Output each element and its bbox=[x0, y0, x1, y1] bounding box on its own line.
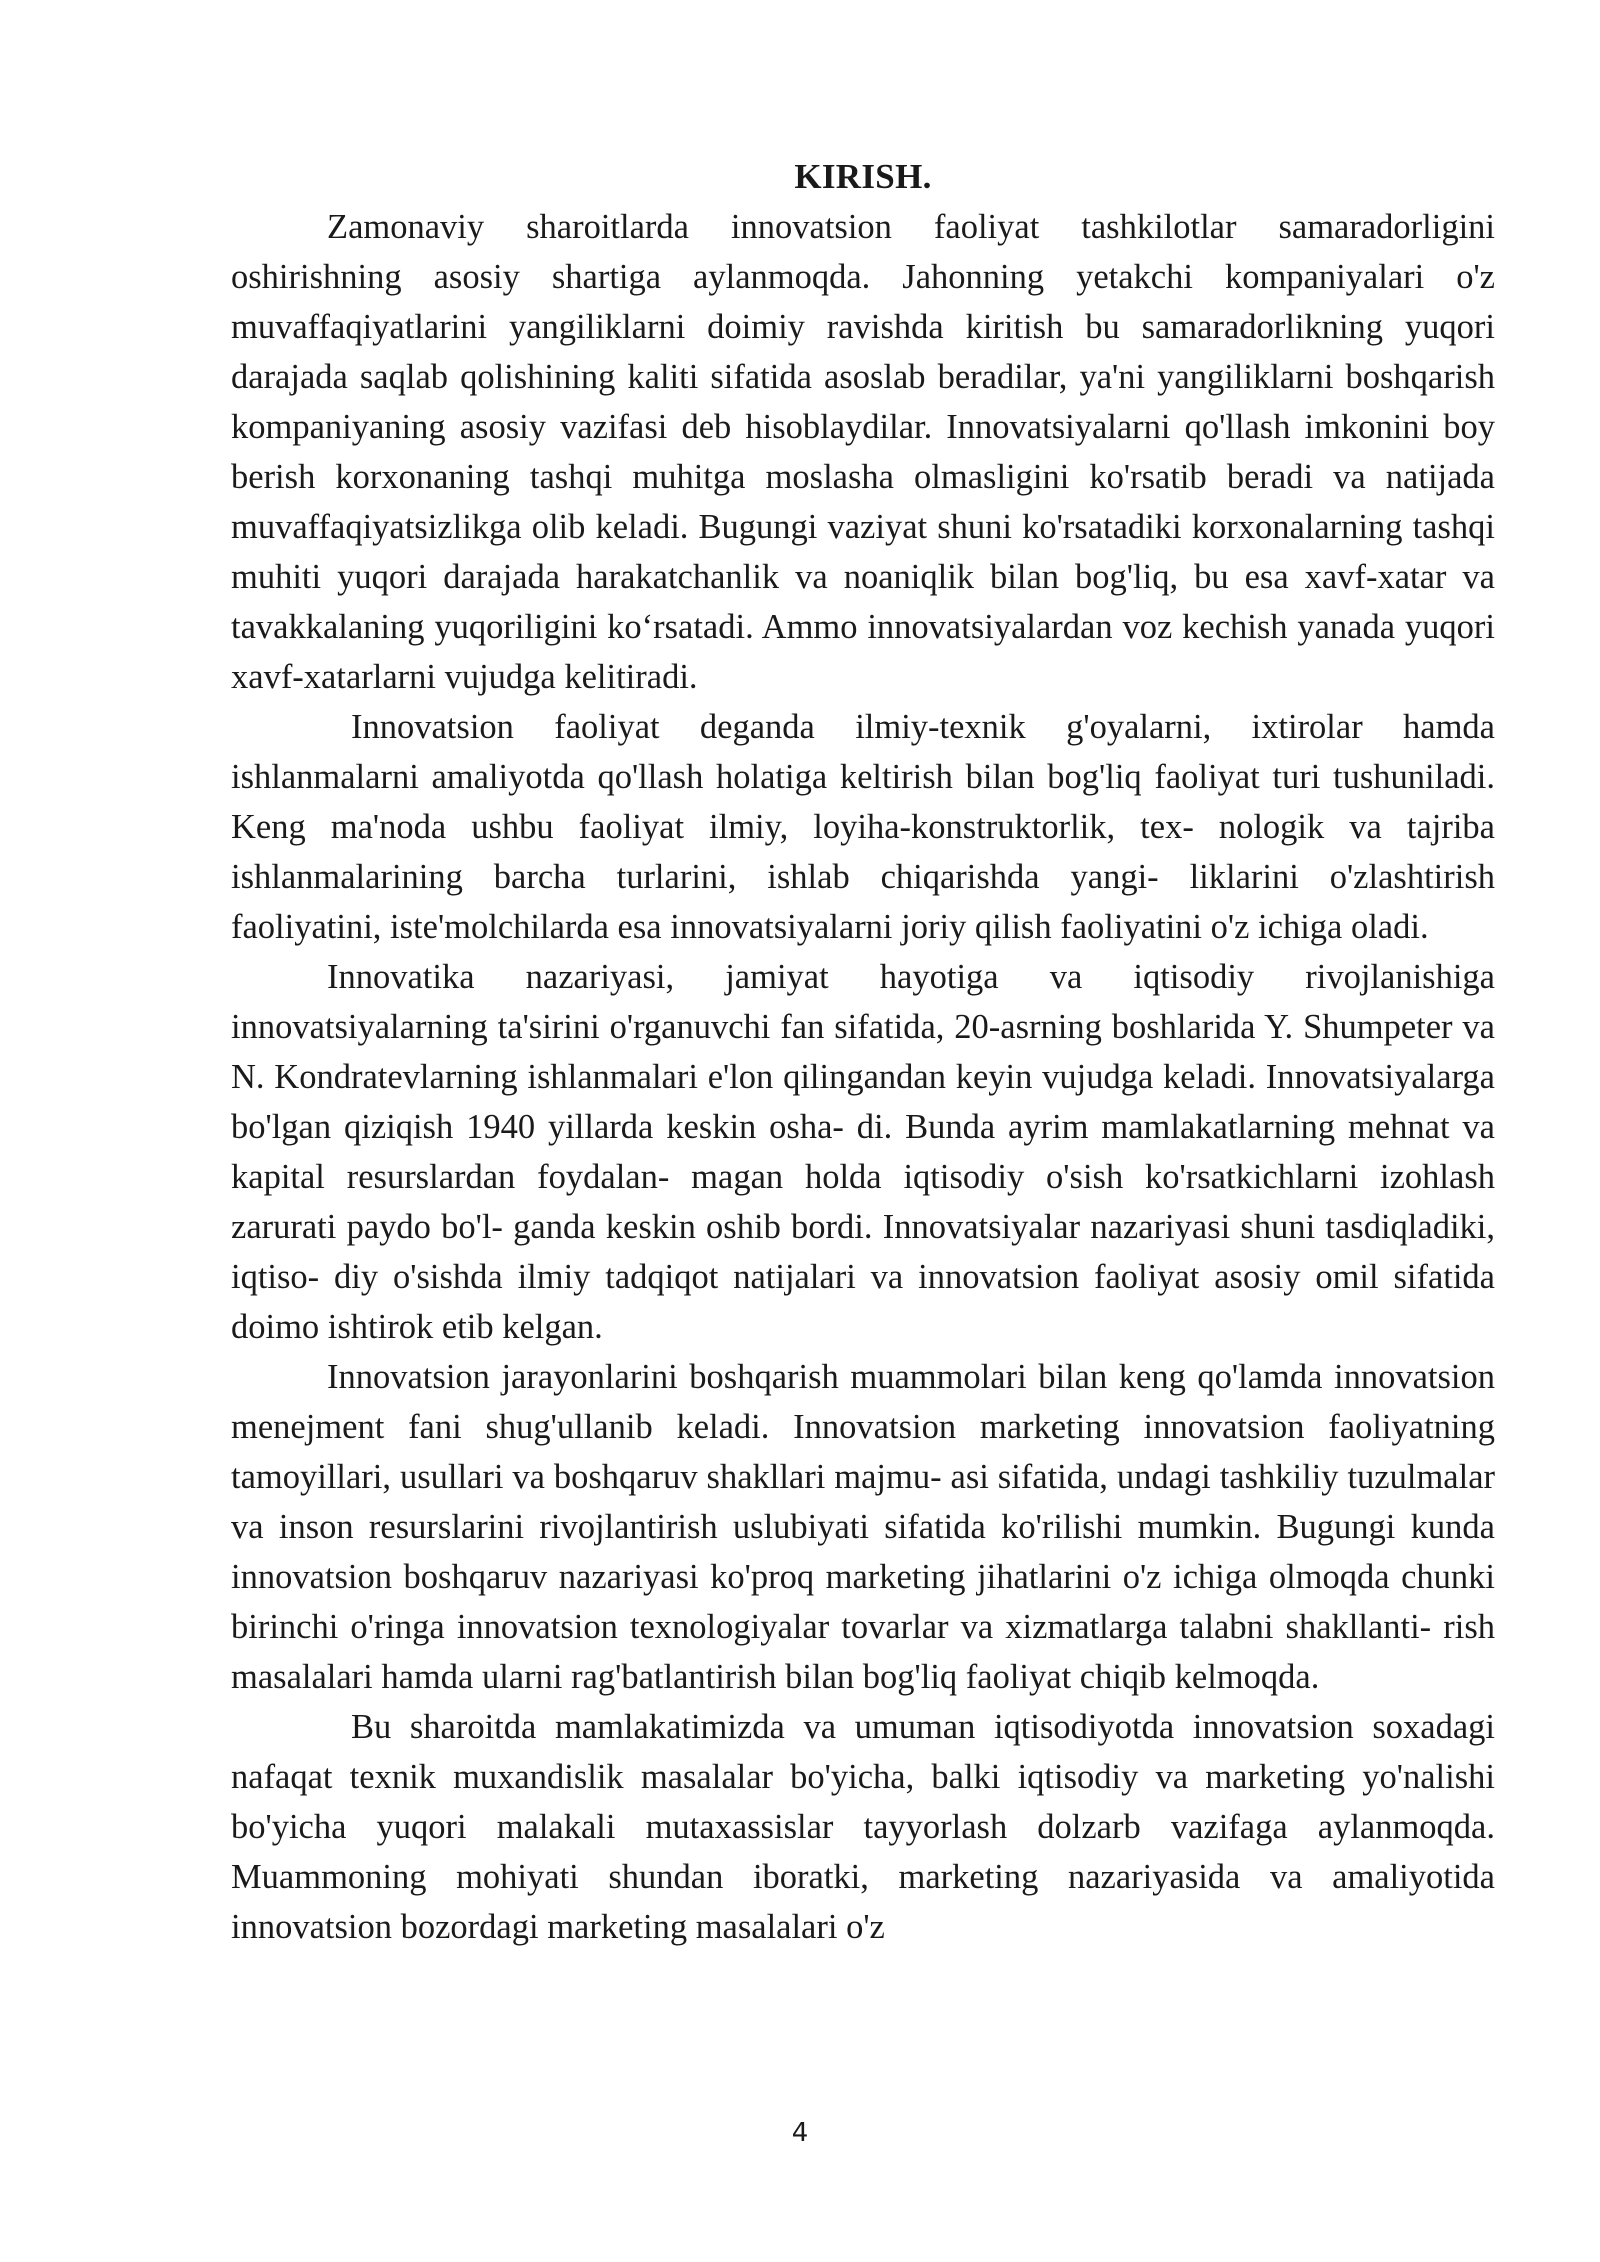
document-body bbox=[231, 152, 1495, 1952]
paragraph: Innovatsion jarayonlarini boshqarish muammolari bilan keng qo'lamda innovatsion menejment fani shug'ullanib keladi. Innovatsion marketing innovatsion faoliyatning tamoyillari, usullari va boshqaruv shakllari majmu- asi sifatida, undagi tashkiliy tuzulmalar va inson resurslarini rivojlantirish uslubiyati sifatida ko'rilishi mumkin. Bugungi kunda innovatsion boshqaruv nazariyasi ko'proq marketing jihatlarini o'z ichiga olmoqda chunki birinchi o'ringa innovatsion texnologiyalar tovarlar va xizmatlarga talabni shakllanti- rish masalalari hamda ularni rag'batlantirish bilan bog'liq faoliyat chiqib kelmoqda. bbox=[231, 1358, 1495, 1696]
paragraph: Zamonaviy sharoitlarda innovatsion faoliyat tashkilotlar samaradorligini oshirishning asosiy shartiga aylanmoqda. Jahonning yetakchi kompaniyalari o'z muvaffaqiyatlarini yangiliklarni doimiy ravishda kiritish bu samaradorlikning yuqori darajada saqlab qolishining kaliti sifatida asoslab beradilar, ya'ni yangiliklarni boshqarish kompaniyaning asosiy vazifasi deb hisoblaydilar. Innovatsiyalarni qo'llash imkonini boy berish korxonaning tashqi muhitga moslasha olmasligini ko'rsatib beradi va natijada muvaffaqiyatsizlikga olib keladi. Bugungi vaziyat shuni ko'rsatadiki korxonalarning tashqi muhiti yuqori darajada harakatchanlik va noaniqlik bilan bog'liq, bu esa xavf-xatar va tavakkalaning yuqoriligini ko‘rsatadi. Ammo innovatsiyalardan voz kechish yanada yuqori xavf-xatarlarni vujudga kelitiradi. bbox=[231, 208, 1495, 696]
paragraph: Innovatsion faoliyat deganda ilmiy-texnik g'oyalarni, ixtirolar hamda ishlanmalarni amaliyotda qo'llash holatiga keltirish bilan bog'liq faoliyat turi tushuniladi. Keng ma'noda ushbu faoliyat ilmiy, loyiha-konstruktorlik, tex- nologik va tajriba ishlanmalarining barcha turlarini, ishlab chiqarishda yangi- liklarini o'zlashtirish faoliyatini, iste'molchilarda esa innovatsiyalarni joriy qilish faoliyatini o'z ichiga oladi. bbox=[231, 708, 1495, 946]
section-heading: KIRISH. bbox=[794, 157, 932, 196]
page-number: 4 bbox=[791, 2118, 809, 2148]
paragraph: Bu sharoitda mamlakatimizda va umuman iqtisodiyotda innovatsion soxadagi nafaqat texnik muxandislik masalalar bo'yicha, balki iqtisodiy va marketing yo'nalishi bo'yicha yuqori malakali mutaxassislar tayyorlash dolzarb vazifaga aylanmoqda. Muammoning mohiyati shundan iboratki, marketing nazariyasida va amaliyotida innovatsion bozordagi marketing masalalari o'z bbox=[231, 1708, 1495, 1946]
paragraph: Innovatika nazariyasi, jamiyat hayotiga va iqtisodiy rivojlanishiga innovatsiyalarning ta'sirini o'rganuvchi fan sifatida, 20-asrning boshlarida Y. Shumpeter va N. Kondratevlarning ishlanmalari e'lon qilingandan keyin vujudga keladi. Innovatsiyalarga bo'lgan qiziqish 1940 yillarda keskin osha- di. Bunda ayrim mamlakatlarning mehnat va kapital resurslardan foydalan- magan holda iqtisodiy o'sish ko'rsatkichlarni izohlash zarurati paydo bo'l- ganda keskin oshib bordi. Innovatsiyalar nazariyasi shuni tasdiqladiki, iqtiso- diy o'sishda ilmiy tadqiqot natijalari va innovatsion faoliyat asosiy omil sifatida doimo ishtirok etib kelgan. bbox=[231, 958, 1495, 1346]
